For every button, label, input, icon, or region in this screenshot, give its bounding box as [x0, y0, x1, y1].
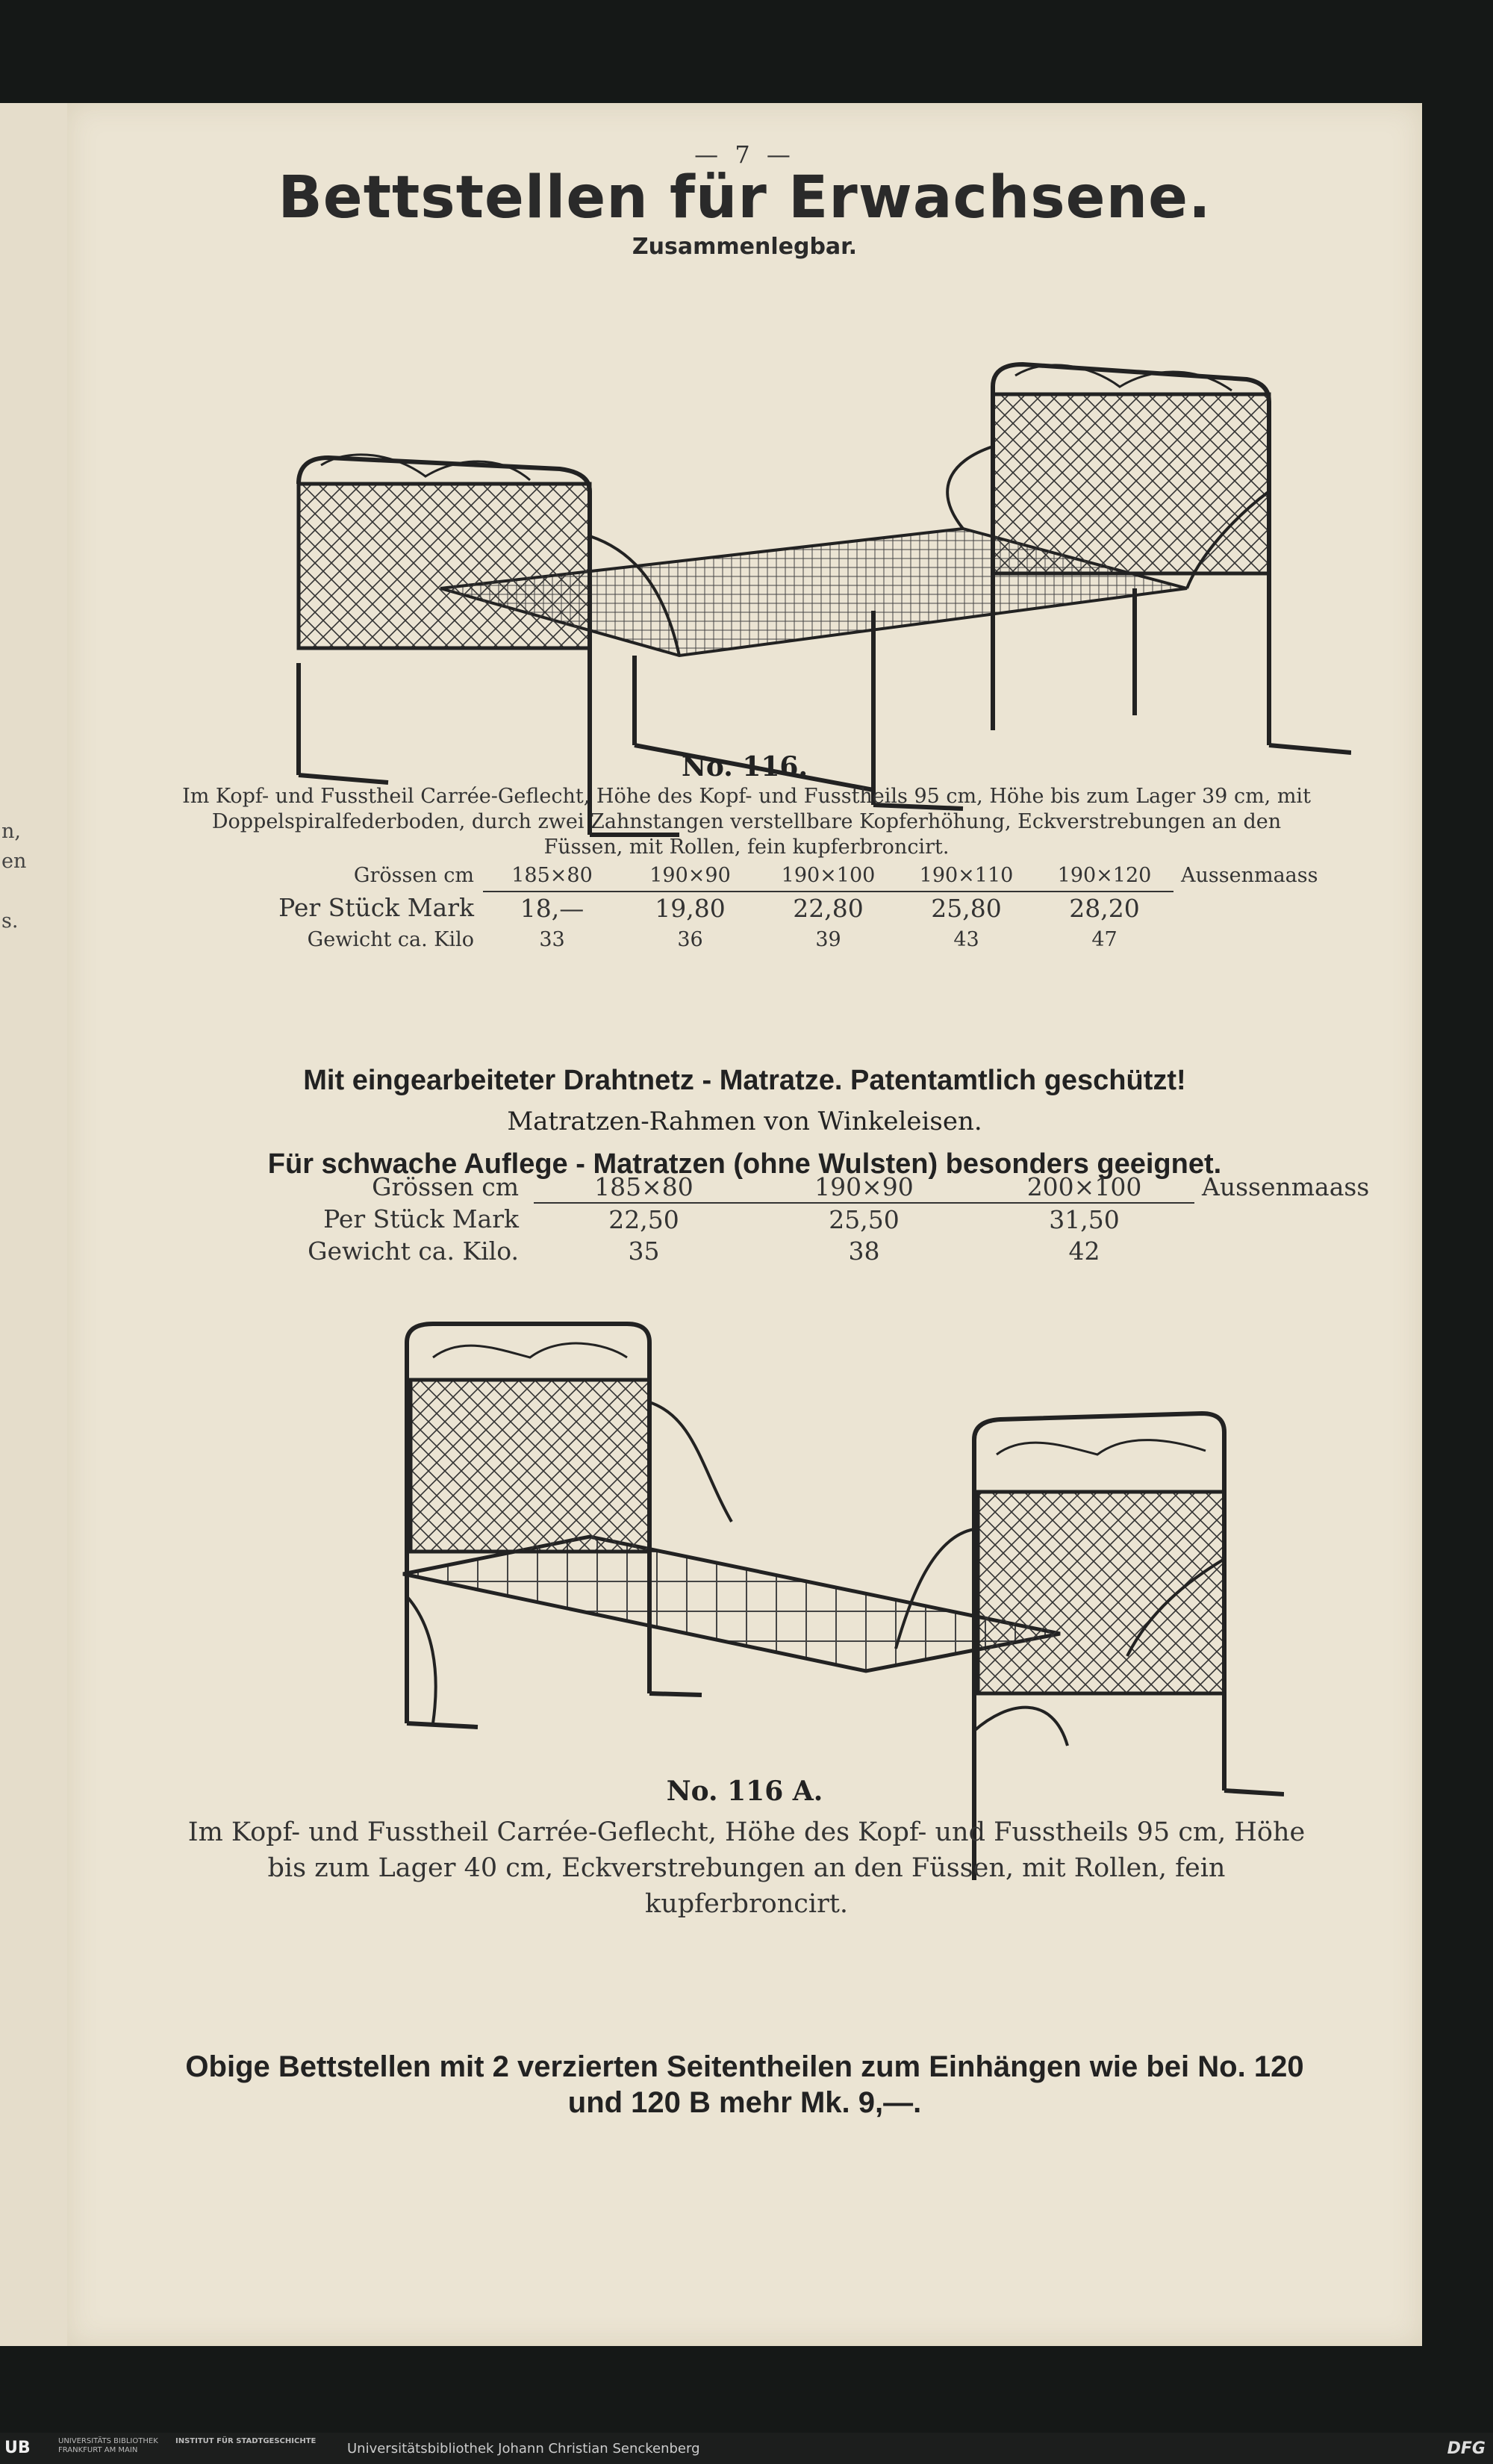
- size-cell: 190×90: [754, 1171, 974, 1203]
- price-cell: 31,50: [1049, 1204, 1120, 1234]
- price-row: [265, 1203, 1369, 1235]
- price-cell: 28,20: [1069, 893, 1140, 923]
- ub-logo-subtitle: UNIVERSITÄTS BIBLIOTHEK FRANKFURT AM MAIN: [58, 2437, 158, 2454]
- size-cell: 185×80: [534, 1171, 754, 1203]
- viewer-footer: [0, 2433, 1493, 2464]
- notice-patent: Mit eingearbeiteter Drahtnetz - Matratze. Patentamtlich geschützt!: [303, 1065, 1186, 1096]
- weight-cell: 38: [848, 1236, 880, 1266]
- price-cell: 19,80: [655, 893, 726, 923]
- weight-cell: 43: [953, 927, 979, 951]
- page-title: Bettstellen für Erwachsene.: [278, 164, 1212, 231]
- weight-label: Gewicht ca. Kilo: [307, 927, 474, 951]
- model-number-116: No. 116.: [681, 751, 808, 783]
- weight-row: [265, 1235, 1369, 1266]
- institute-logo: INSTITUT FÜR STADTGESCHICHTE: [175, 2437, 317, 2445]
- page-number: — 7 —: [694, 140, 795, 169]
- price-cell: 22,50: [608, 1204, 679, 1234]
- description-116a: Im Kopf- und Fusstheil Carrée-Geflecht, Höhe des Kopf- und Fusstheils 95 cm, Höhe bis zum Lager 40 cm, Eckverstrebungen an den Füssen, mit Rollen, fein kupferbroncirt.: [187, 1817, 1306, 1919]
- model-number-116a: No. 116 A.: [666, 1776, 823, 1807]
- size-cell: 190×100: [759, 859, 897, 892]
- left-page-fragment: en: [1, 850, 27, 873]
- library-name: Universitätsbibliothek Johann Christian Senckenberg: [347, 2441, 700, 2457]
- left-page-fragment: n,: [1, 820, 21, 843]
- weight-label: Gewicht ca. Kilo.: [308, 1236, 519, 1266]
- price-label: Per Stück Mark: [323, 1204, 519, 1233]
- price-cell: 25,50: [829, 1204, 900, 1234]
- size-price-table-116: [246, 859, 1318, 955]
- left-page-fragment: s.: [1, 909, 19, 933]
- size-cell: 185×80: [483, 859, 621, 892]
- size-cell: 190×90: [621, 859, 759, 892]
- notice-frame: Matratzen-Rahmen von Winkeleisen.: [507, 1107, 982, 1136]
- weight-cell: 33: [539, 927, 565, 951]
- ub-logo: UB: [4, 2439, 31, 2457]
- weight-cell: 47: [1091, 927, 1118, 951]
- weight-cell: 39: [815, 927, 841, 951]
- size-price-table-116a: [265, 1171, 1369, 1266]
- price-label: Per Stück Mark: [278, 893, 474, 922]
- sizes-label: Grössen cm: [353, 864, 474, 887]
- weight-cell: 36: [677, 927, 703, 951]
- notice-side-parts-price: und 120 B mehr Mk. 9,—.: [567, 2086, 922, 2119]
- price-row: [246, 892, 1318, 924]
- weight-cell: 35: [628, 1236, 660, 1266]
- size-cell: 200×100: [974, 1171, 1194, 1203]
- catalog-page: [67, 103, 1422, 2346]
- price-cell: 25,80: [931, 893, 1002, 923]
- notice-side-parts: Obige Bettstellen mit 2 verzierten Seitentheilen zum Einhängen wie bei No. 120: [185, 2050, 1304, 2083]
- sizes-row: [246, 859, 1318, 892]
- dfg-logo: DFG: [1447, 2439, 1486, 2458]
- weight-cell: 42: [1068, 1236, 1100, 1266]
- sizes-note: Aussenmaass: [1202, 1172, 1370, 1201]
- sizes-row: [265, 1171, 1369, 1203]
- size-cell: 190×110: [897, 859, 1035, 892]
- page-subtitle: Zusammenlegbar.: [632, 234, 858, 260]
- notice-suitable: Für schwache Auflege - Matratzen (ohne Wulsten) besonders geeignet.: [267, 1148, 1222, 1180]
- sizes-label: Grössen cm: [372, 1172, 519, 1201]
- description-116: Im Kopf- und Fusstheil Carrée-Geflecht, Höhe des Kopf- und Fusstheils 95 cm, Höhe bis zum Lager 39 cm, mit Doppelspiralfederboden, durch zwei Zahnstangen verstellbare Kopferhöhung, Eckverstrebungen an den Füssen, mit Rollen, fein kupferbroncirt.: [182, 785, 1311, 859]
- price-cell: 18,—: [520, 893, 585, 923]
- sizes-note: Aussenmaass: [1181, 864, 1318, 887]
- price-cell: 22,80: [793, 893, 864, 923]
- size-cell: 190×120: [1035, 859, 1173, 892]
- weight-row: [246, 924, 1318, 955]
